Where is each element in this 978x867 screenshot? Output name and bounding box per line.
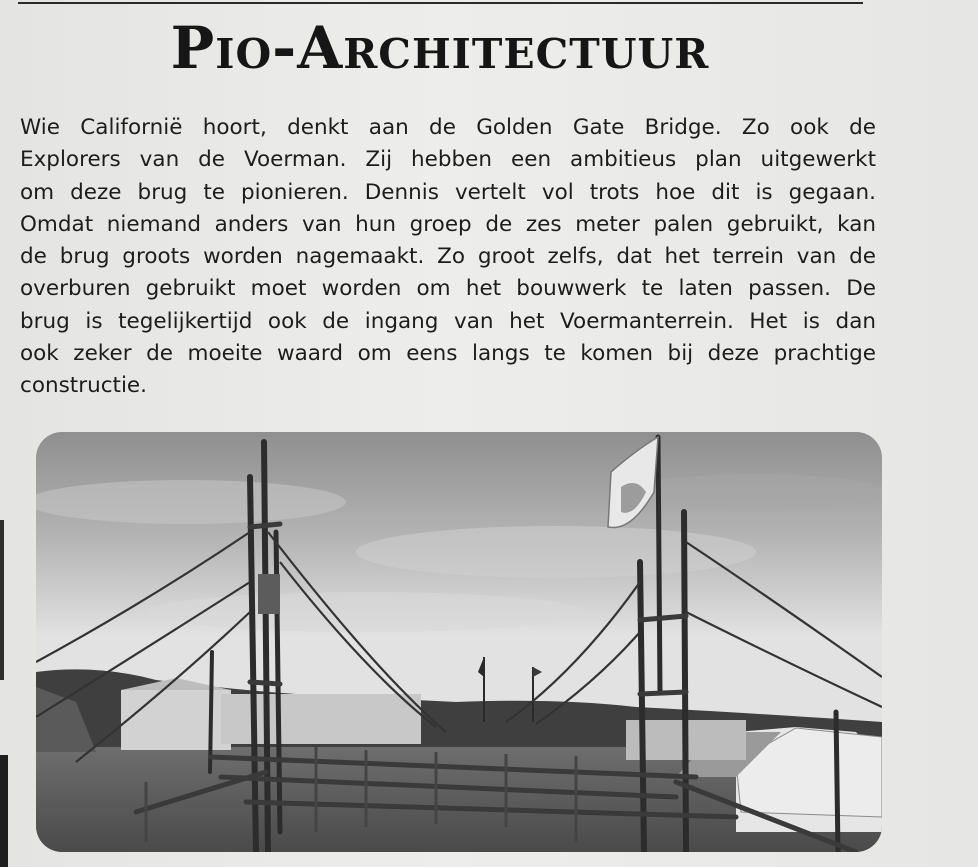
article-body (20, 112, 876, 403)
bridge-photo-image (36, 432, 882, 852)
body-line: de brug groots worden nagemaakt. Zo groot zelfs, dat het terrein van de (20, 244, 876, 270)
body-line: Omdat niemand anders van hun groep de zes meter palen gebruikt, kan (20, 211, 876, 237)
body-line: Wie Californië hoort, denkt aan de Golden Gate Bridge. Zo ook de (20, 115, 876, 140)
body-line: overburen gebruikt moet worden om het bouwwerk te laten passen. De (20, 276, 876, 302)
body-line: brug is tegelijkertijd ook de ingang van het Voermanterrein. Het is dan (20, 308, 876, 334)
body-line: constructie. (20, 373, 147, 399)
body-line: ook zeker de moeite waard om eens langs te komen bij deze prachtige (20, 341, 876, 367)
body-line: Explorers van de Voerman. Zij hebben een ambitieus plan uitgewerkt (20, 147, 876, 173)
page-edge-mark (0, 755, 8, 867)
bridge-photo (36, 432, 882, 852)
article-title: Pio-Architectuur (170, 14, 710, 82)
page-edge-mark (0, 520, 4, 680)
body-line: om deze brug te pionieren. Dennis vertelt vol trots hoe dit is gegaan. (20, 179, 876, 205)
top-divider (18, 2, 863, 4)
